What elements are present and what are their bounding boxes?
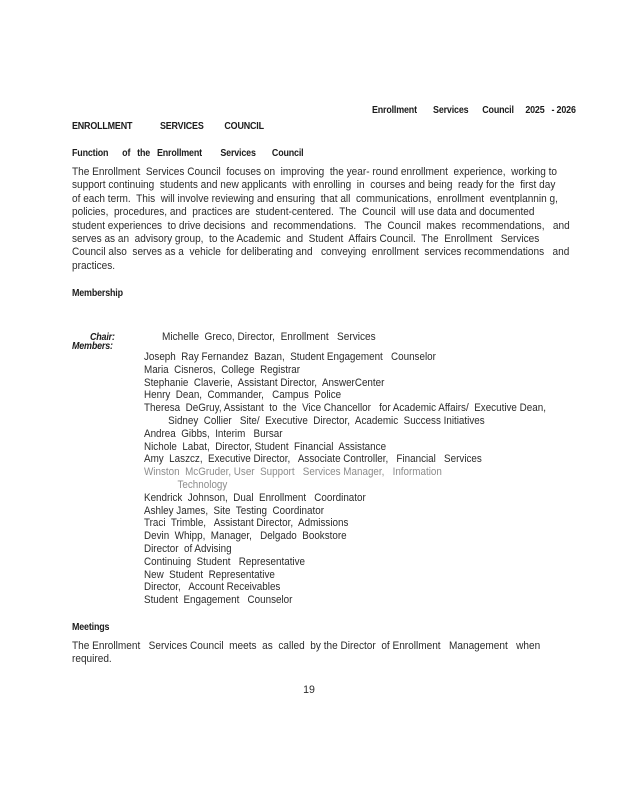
member-item: Amy Laszcz, Executive Director, Associate Controller, Financial Services (144, 453, 482, 466)
member-item: Winston McGruder, User Support Services Manager, Information (144, 466, 442, 479)
page-title-text: ENROLLMENT SERVICES COUNCIL (72, 120, 264, 132)
paragraph-line: The Enrollment Services Council meets as called by the Director of Enrollment Management when (72, 640, 541, 652)
member-item: Student Engagement Counselor (144, 594, 293, 607)
member-item: Director, Account Receivables (144, 581, 281, 594)
paragraph-line: practices. (72, 259, 116, 272)
members-label-row (72, 336, 120, 354)
section-heading-membership (72, 283, 132, 301)
paragraph-line: Council also serves as a vehicle for deliberating and conveying enrollment services recommendations and (72, 246, 570, 259)
paragraph-line: required. (72, 653, 112, 666)
paragraph-line: The Enrollment Services Council focuses on improving the year- round enrollment experience, working to (72, 166, 557, 178)
paragraph-line: support continuing students and new applicants with enrolling in courses and being ready for the first day (72, 179, 556, 192)
section-heading-function-text: Function of the Enrollment Services Council (72, 147, 304, 159)
member-item: Ashley James, Site Testing Coordinator (144, 504, 324, 517)
page-title (72, 116, 298, 134)
paragraph-line: serves as an advisory group, to the Academic and Student Affairs Council. The Enrollment Services (72, 233, 540, 246)
paragraph-line: policies, procedures, and practices are student-centered. The Council will use data and documented (72, 206, 535, 219)
member-item: Maria Cisneros, College Registrar (144, 363, 301, 376)
member-item: Sidney Collier Site/ Executive Director, Academic Success Initiatives (168, 414, 485, 427)
member-item: Continuing Student Representative (144, 555, 306, 568)
section-heading-meetings-text: Meetings (72, 621, 110, 633)
section-heading-membership-text: Membership (72, 287, 123, 299)
running-header (336, 100, 576, 118)
member-item: Nichole Labat, Director, Student Financial Assistance (144, 440, 387, 453)
paragraph-line: student experiences to drive decisions and recommendations. The Council makes recommendations, and (72, 219, 570, 232)
member-item: Devin Whipp, Manager, Delgado Bookstore (144, 530, 347, 543)
member-item: Director of Advising (144, 542, 232, 555)
running-header-text: Enrollment Services Council 2025 - 2026 (372, 104, 576, 116)
member-item: Kendrick Johnson, Dual Enrollment Coordinator (144, 491, 366, 504)
member-item: Traci Trimble, Assistant Director, Admissions (144, 517, 349, 530)
section-heading-function (72, 143, 344, 161)
members-list (144, 351, 594, 607)
meetings-paragraph (72, 640, 592, 667)
member-item: New Student Representative (144, 568, 275, 581)
function-paragraph (72, 166, 592, 273)
member-item: Joseph Ray Fernandez Bazan, Student Engagement Counselor (144, 351, 436, 363)
chair-label: Chair: (89, 331, 115, 343)
member-item: Technology (177, 478, 228, 491)
member-item: Stephanie Claverie, Assistant Director, AnswerCenter (144, 376, 385, 389)
member-item: Theresa DeGruy, Assistant to the Vice Chancellor for Academic Affairs/ Executive Dean, (144, 402, 546, 415)
section-heading-meetings (72, 617, 116, 635)
chair-value: Michelle Greco, Director, Enrollment Services (161, 331, 376, 343)
member-item: Andrea Gibbs, Interim Bursar (144, 427, 283, 440)
member-item: Henry Dean, Commander, Campus Police (144, 389, 342, 402)
page-number-text: 19 (303, 684, 315, 696)
members-label: Members: (72, 340, 113, 352)
page-number (0, 684, 618, 696)
paragraph-line: of each term. This will involve reviewing and ensuring that all communications, enrollment eventplannin g, (72, 192, 558, 205)
